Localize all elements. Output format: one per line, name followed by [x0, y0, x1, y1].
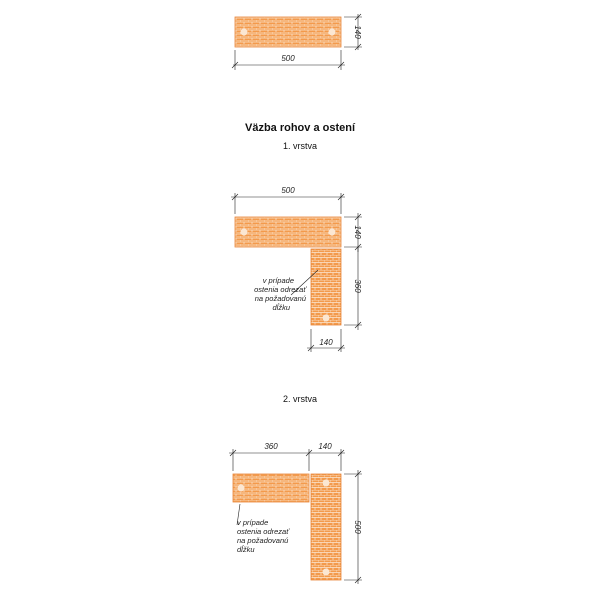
svg-text:ostenia odrezať: ostenia odrezať — [237, 527, 289, 536]
svg-text:ostenia odrezať: ostenia odrezať — [254, 285, 306, 294]
layer1-vertical-label: 360 — [353, 279, 362, 293]
svg-text:na požadovanú: na požadovanú — [254, 294, 306, 303]
layer1-horizontal-block — [235, 217, 341, 247]
layer1-vertical-block — [311, 249, 341, 325]
layer1-label: 1. vrstva — [282, 141, 318, 151]
top-height-label: 140 — [353, 25, 362, 39]
layer2-horizontal-block — [233, 474, 309, 502]
layer1-note — [254, 276, 307, 312]
svg-text:dĺžku: dĺžku — [237, 545, 255, 554]
svg-text:dĺžku: dĺžku — [272, 303, 290, 312]
layer2-right-label: 140 — [318, 442, 332, 451]
layer2-label: 2. vrstva — [282, 394, 318, 404]
layer2-vertical-block — [311, 474, 341, 580]
layer1-height-label: 140 — [353, 225, 362, 239]
svg-text:v prípade: v prípade — [237, 518, 269, 527]
page-title: Väzba rohov a ostení — [244, 122, 356, 134]
layer1-bottom-label: 140 — [319, 338, 333, 347]
top-block — [235, 17, 341, 47]
svg-text:na požadovanú: na požadovanú — [237, 536, 289, 545]
layer2-vertical-label: 500 — [353, 520, 362, 534]
layer2-left-label: 360 — [264, 442, 278, 451]
top-width-label: 500 — [281, 54, 295, 63]
layer1-width-label: 500 — [281, 186, 295, 195]
svg-text:v prípade: v prípade — [262, 276, 294, 285]
layer2-dimensions — [229, 449, 362, 584]
layer2-note — [237, 518, 290, 554]
